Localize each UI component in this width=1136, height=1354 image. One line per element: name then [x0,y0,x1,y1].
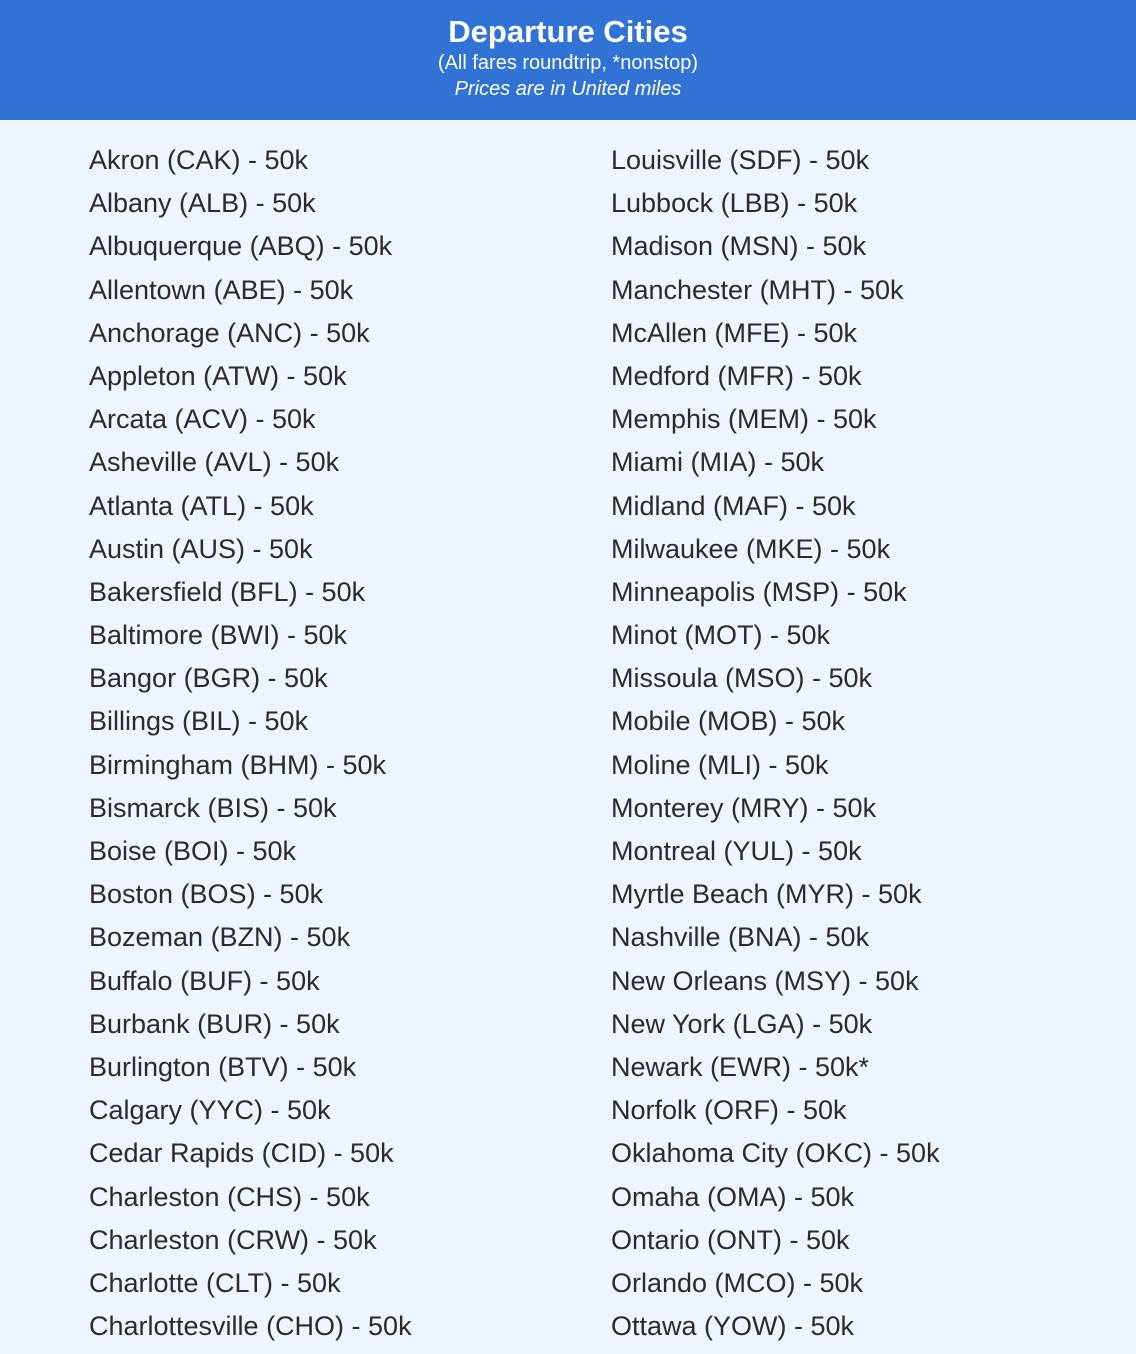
city-item: Minneapolis (MSP) - 50k [611,576,907,607]
city-column-left [89,139,412,1348]
city-item: Oklahoma City (OKC) - 50k [611,1138,940,1169]
city-item: Miami (MIA) - 50k [611,447,825,478]
city-item: Moline (MLI) - 50k [611,749,829,780]
city-item: Arcata (ACV) - 50k [89,404,316,435]
city-item: Bozeman (BZN) - 50k [89,922,351,953]
city-item: Louisville (SDF) - 50k [611,145,870,175]
price-note: Prices are in United miles [454,78,682,100]
city-item: Buffalo (BUF) - 50k [89,965,320,996]
city-item: Billings (BIL) - 50k [89,706,309,737]
city-column-right [611,139,940,1348]
city-item: Charlottesville (CHO) - 50k [89,1311,412,1342]
city-item: Missoula (MSO) - 50k [611,663,873,694]
city-item: Medford (MFR) - 50k [611,360,862,391]
city-item: Calgary (YYC) - 50k [89,1095,331,1126]
city-item: Memphis (MEM) - 50k [611,404,877,435]
city-item: Albany (ALB) - 50k [89,188,316,219]
city-item: Baltimore (BWI) - 50k [89,620,348,651]
city-item: Burlington (BTV) - 50k [89,1051,357,1082]
city-item: Burbank (BUR) - 50k [89,1008,340,1039]
city-item: Manchester (MHT) - 50k [611,274,904,305]
city-list [0,120,1136,1354]
city-item: New Orleans (MSY) - 50k [611,965,919,996]
city-item: Boston (BOS) - 50k [89,879,324,910]
city-item: Appleton (ATW) - 50k [89,360,347,391]
city-item: Cedar Rapids (CID) - 50k [89,1138,394,1169]
city-item: Monterey (MRY) - 50k [611,792,877,823]
city-item: Ottawa (YOW) - 50k [611,1311,855,1342]
city-item: Allentown (ABE) - 50k [89,274,354,305]
city-item: Asheville (AVL) - 50k [89,447,340,478]
city-item: Akron (CAK) - 50k [89,145,309,175]
city-item: Birmingham (BHM) - 50k [89,749,387,780]
city-item: New York (LGA) - 50k [611,1008,873,1039]
city-item: Atlanta (ATL) - 50k [89,490,314,521]
city-item: Madison (MSN) - 50k [611,231,867,262]
city-item: Montreal (YUL) - 50k [611,836,862,866]
city-item: Milwaukee (MKE) - 50k [611,533,891,564]
city-item: Omaha (OMA) - 50k [611,1181,855,1212]
page-title: Departure Cities [448,14,688,49]
city-item: Bismarck (BIS) - 50k [89,792,337,823]
city-item: Bangor (BGR) - 50k [89,663,328,694]
city-item: Nashville (BNA) - 50k [611,922,870,953]
city-item: Mobile (MOB) - 50k [611,706,846,737]
city-item: Charlotte (CLT) - 50k [89,1267,341,1298]
city-item: Boise (BOI) - 50k [89,836,297,866]
header-banner [0,0,1136,120]
city-item: Albuquerque (ABQ) - 50k [89,231,393,262]
city-item: McAllen (MFE) - 50k [611,317,858,348]
city-item: Bakersfield (BFL) - 50k [89,576,366,607]
city-item: Anchorage (ANC) - 50k [89,317,370,348]
city-item: Midland (MAF) - 50k [611,490,856,521]
city-item: Charleston (CRW) - 50k [89,1224,377,1255]
page-subtitle: (All fares roundtrip, *nonstop) [437,52,699,74]
city-item: Charleston (CHS) - 50k [89,1181,370,1212]
city-item: Lubbock (LBB) - 50k [611,188,858,219]
city-item: Norfolk (ORF) - 50k [611,1095,847,1126]
city-item: Newark (EWR) - 50k* [611,1051,870,1082]
city-item: Minot (MOT) - 50k [611,620,831,651]
city-item: Orlando (MCO) - 50k [611,1267,864,1298]
city-item: Myrtle Beach (MYR) - 50k [611,879,922,910]
city-item: Austin (AUS) - 50k [89,533,313,564]
city-item: Ontario (ONT) - 50k [611,1224,850,1255]
